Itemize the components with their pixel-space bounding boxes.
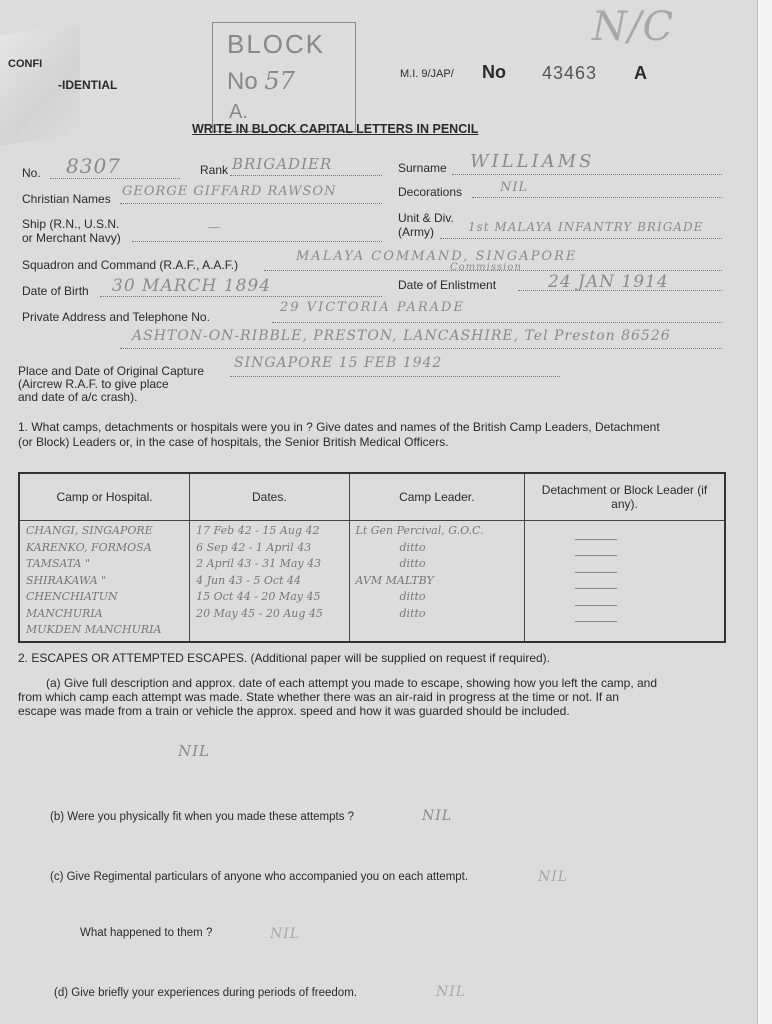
enlistment-note: Commission xyxy=(450,262,522,273)
detachment-dash xyxy=(575,523,617,540)
answer-2c: NIL xyxy=(538,869,569,885)
stamp-letter: A. xyxy=(229,101,248,123)
decorations-label: Decorations xyxy=(398,185,463,199)
decorations-line xyxy=(472,197,722,198)
decorations-value: NIL xyxy=(500,180,529,195)
rank-line xyxy=(230,175,382,176)
answer-2b: NIL xyxy=(422,808,453,824)
ship-label-2: or Merchant Navy) xyxy=(22,231,121,245)
question-2b: (b) Were you physically fit when you made these attempts ? xyxy=(50,811,355,823)
number-label: No xyxy=(482,62,506,82)
camp-leader: ditto xyxy=(399,606,426,620)
leader-cell xyxy=(349,521,525,642)
camp-name: KARENKO, FORMOSA xyxy=(26,540,152,554)
squadron-value: MALAYA COMMAND, SINGAPORE xyxy=(296,249,578,264)
aircrew-note-2: and date of a/c crash). xyxy=(18,390,138,404)
camp-leader: ditto xyxy=(399,540,426,554)
header-leader: Camp Leader. xyxy=(349,473,525,521)
question-2a-line-1: (a) Give full description and approx. date of each attempt you made to escape, showing how you left the camp, and xyxy=(46,676,658,690)
unit-label-2: (Army) xyxy=(398,225,434,239)
christian-names-line xyxy=(120,203,382,204)
camp-name: CHENCHIATUN MANCHURIA xyxy=(26,590,118,620)
squadron-label: Squadron and Command (R.A.F., A.A.F.) xyxy=(22,258,239,272)
dob-line xyxy=(100,296,382,297)
camp-leader: ditto xyxy=(399,557,426,570)
header-camp: Camp or Hospital. xyxy=(19,473,190,521)
confidential-fragment-2: -IDENTIAL xyxy=(58,78,118,92)
rank-label: Rank xyxy=(200,163,229,177)
unit-value: 1st MALAYA INFANTRY BRIGADE xyxy=(468,220,704,234)
camp-dates: 4 Jun 43 - 5 Oct 44 xyxy=(196,573,302,587)
unit-line xyxy=(440,238,722,239)
question-1-line-2: (or Block) Leaders or, in the case of hospitals, the Senior British Medical Officers. xyxy=(18,435,449,449)
camp-leader: ditto xyxy=(399,590,426,603)
address-value-2: ASHTON-ON-RIBBLE, PRESTON, LANCASHIRE, Tel Preston 86526 xyxy=(132,328,671,344)
capture-value: SINGAPORE 15 FEB 1942 xyxy=(234,355,443,371)
address-line-1 xyxy=(272,322,722,323)
question-2d: (d) Give briefly your experiences during periods of freedom. xyxy=(54,987,357,999)
christian-names-label: Christian Names xyxy=(22,192,111,206)
camp-name: CHANGI, SINGAPORE xyxy=(26,524,153,537)
question-2a-line-3: escape was made from a train or vehicle the approx. speed and how it was guarded should be included. xyxy=(18,704,570,718)
enlistment-label: Date of Enlistment xyxy=(398,278,497,292)
detachment-dash xyxy=(575,556,617,573)
instruction-heading: WRITE IN BLOCK CAPITAL LETTERS IN PENCIL xyxy=(192,122,479,136)
ship-label: Ship (R.N., U.S.N. xyxy=(22,217,120,231)
no-value: 8307 xyxy=(66,154,121,178)
question-1-line-1: 1. What camps, detachments or hospitals were you in ? Give dates and names of the British Camp Leaders, Detachment xyxy=(18,420,660,434)
no-line xyxy=(50,178,180,179)
dob-value: 30 MARCH 1894 xyxy=(112,276,272,296)
capture-label: Place and Date of Original Capture xyxy=(18,364,205,378)
christian-names-value: GEORGE GIFFARD RAWSON xyxy=(122,184,337,199)
address-label: Private Address and Telephone No. xyxy=(22,310,210,324)
camp-name: SHIRAKAWA " xyxy=(26,573,107,587)
detachment-dash xyxy=(575,589,617,606)
answer-2c-followup: NIL xyxy=(270,926,301,942)
corner-mark: N/C xyxy=(592,4,675,50)
confidential-fragment-1: CONFI xyxy=(8,58,43,70)
camp-dates: 6 Sep 42 - 1 April 43 xyxy=(196,540,312,554)
form-number: 43463 xyxy=(542,63,598,83)
surname-value: WILLIAMS xyxy=(470,151,595,172)
camp-name: TAMSATA " xyxy=(26,557,91,570)
reference-code: M.I. 9/JAP/ xyxy=(400,68,454,80)
question-2c-followup: What happened to them ? xyxy=(80,927,213,939)
unit-label: Unit & Div. xyxy=(398,211,454,225)
detachment-dash xyxy=(575,573,617,590)
camp-name: MUKDEN MANCHURIA xyxy=(26,623,162,636)
enlistment-value: 24 JAN 1914 xyxy=(548,272,669,292)
camp-dates: 2 April 43 - 31 May 43 xyxy=(196,557,322,570)
ship-line xyxy=(132,241,382,242)
camp-cell xyxy=(19,521,190,642)
detachment-cell xyxy=(525,521,725,642)
detachment-dash xyxy=(575,606,617,623)
capture-line xyxy=(230,376,560,377)
camp-leader: Lt Gen Percival, G.O.C. xyxy=(355,524,484,537)
no-label: No. xyxy=(22,166,41,180)
rank-value: BRIGADIER xyxy=(232,155,333,173)
answer-2a: NIL xyxy=(178,742,211,760)
stamp-word: BLOCK xyxy=(227,29,326,59)
camp-table xyxy=(18,472,726,643)
table-row xyxy=(19,521,725,642)
camp-dates: 17 Feb 42 - 15 Aug 42 xyxy=(196,524,320,537)
block-stamp xyxy=(212,22,356,132)
ship-value: — xyxy=(208,220,221,234)
question-2a-line-2: from which camp each attempt was made. State whether there was an air-raid in progress at the time or not. If an xyxy=(18,690,619,704)
question-2c: (c) Give Regimental particulars of anyone who accompanied you on each attempt. xyxy=(50,871,469,883)
header-detachment: Detachment or Block Leader (if any). xyxy=(525,473,725,521)
dob-label: Date of Birth xyxy=(22,284,89,298)
header-dates: Dates. xyxy=(190,473,349,521)
address-value-1: 29 VICTORIA PARADE xyxy=(280,300,465,315)
stamp-no: No 57 xyxy=(227,67,295,95)
form-suffix: A xyxy=(634,63,647,83)
aircrew-note-1: (Aircrew R.A.F. to give place xyxy=(18,377,169,391)
enlistment-line xyxy=(518,290,722,291)
question-2-title: 2. ESCAPES OR ATTEMPTED ESCAPES. (Additional paper will be supplied on request if required). xyxy=(18,651,551,665)
paper-edge xyxy=(757,0,772,1024)
surname-line xyxy=(452,174,722,175)
camp-leader: AVM MALTBY xyxy=(355,573,434,587)
dates-cell xyxy=(190,521,349,642)
camp-dates: 15 Oct 44 - 20 May 45 xyxy=(196,590,321,603)
address-line-2 xyxy=(120,348,722,349)
surname-label: Surname xyxy=(398,161,447,175)
camp-table-header xyxy=(19,473,725,521)
answer-2d: NIL xyxy=(436,984,467,1000)
camp-dates: 20 May 45 - 20 Aug 45 xyxy=(196,606,323,620)
detachment-dash xyxy=(575,540,617,557)
